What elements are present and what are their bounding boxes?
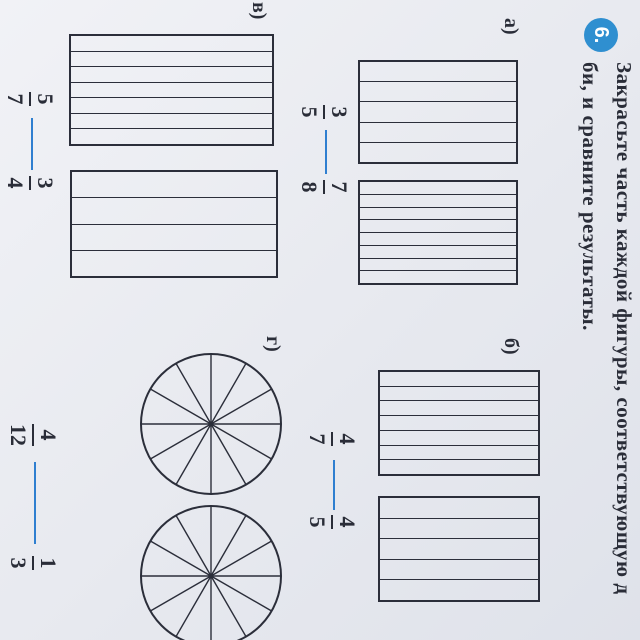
part-v-answer-blank[interactable]: [31, 118, 33, 170]
exercise-number-badge: [584, 18, 618, 52]
part-v-fraction-left: [4, 92, 56, 106]
part-b-fraction-left: [306, 432, 358, 446]
rectangle-part[interactable]: [360, 123, 516, 143]
sector-divider: [176, 424, 211, 485]
part-v-fraction-right: [4, 176, 56, 190]
fraction-bar: [323, 105, 325, 119]
sector-divider: [211, 541, 272, 576]
rectangle-part[interactable]: [360, 195, 516, 208]
rectangle-part[interactable]: [360, 259, 516, 272]
part-b-rectangle-1[interactable]: [378, 370, 540, 476]
rectangle-part[interactable]: [360, 182, 516, 195]
part-v-rectangle-1[interactable]: [69, 34, 274, 146]
part-a-right-denominator: 8: [297, 181, 322, 193]
part-a-right-numerator: 7: [327, 181, 352, 193]
rectangle-part[interactable]: [380, 431, 538, 446]
rectangle-part[interactable]: [380, 539, 538, 560]
part-a-fraction-left: [298, 105, 350, 119]
part-b-fraction-right: [306, 515, 358, 529]
rectangle-part[interactable]: [380, 401, 538, 416]
fraction-bar: [331, 515, 333, 529]
instruction-line-2: би, и сравните результаты.: [578, 62, 602, 331]
rectangle-part[interactable]: [360, 143, 516, 162]
part-b-left-numerator: 4: [335, 433, 360, 445]
part-b-rectangle-2[interactable]: [378, 496, 540, 602]
part-v-label: в): [248, 2, 270, 20]
rectangle-part[interactable]: [380, 560, 538, 581]
exercise-number: 6.: [590, 26, 613, 44]
part-b-label: б): [500, 338, 522, 355]
rectangle-part[interactable]: [380, 498, 538, 519]
rectangle-part[interactable]: [360, 102, 516, 122]
part-a-rectangle-1[interactable]: [358, 60, 518, 164]
sector-divider: [176, 363, 211, 424]
rectangle-part[interactable]: [360, 271, 516, 283]
rectangle-part[interactable]: [72, 198, 276, 224]
rectangle-part[interactable]: [71, 129, 272, 144]
rectangle-part[interactable]: [380, 372, 538, 387]
rectangle-part[interactable]: [72, 225, 276, 251]
part-v-rectangle-2[interactable]: [70, 170, 278, 278]
part-g-label: г): [262, 336, 284, 352]
instruction-line-1: Закрасьте часть каждой фигуры, соответствующую д: [612, 62, 636, 595]
part-a-label: а): [500, 18, 522, 35]
part-b-answer-blank[interactable]: [333, 460, 335, 510]
part-g-fraction-right: [7, 556, 59, 570]
part-g-circle-2[interactable]: [137, 502, 285, 640]
part-v-right-denominator: 4: [3, 177, 28, 189]
rectangle-part[interactable]: [360, 246, 516, 259]
sector-divider: [176, 515, 211, 576]
part-g-left-numerator: 4: [36, 429, 61, 441]
part-g-circle-1[interactable]: [137, 350, 285, 498]
rectangle-part[interactable]: [71, 52, 272, 68]
rectangle-part[interactable]: [360, 233, 516, 246]
fraction-bar: [29, 176, 31, 190]
sector-divider: [211, 424, 272, 459]
sector-divider: [150, 389, 211, 424]
fraction-bar: [331, 432, 333, 446]
circle-center: [209, 422, 214, 427]
rectangle-part[interactable]: [360, 220, 516, 233]
part-a-rectangle-2[interactable]: [358, 180, 518, 285]
part-a-answer-blank[interactable]: [325, 130, 327, 174]
part-g-left-denominator: 12: [6, 424, 31, 446]
rectangle-part[interactable]: [72, 251, 276, 276]
part-a-left-denominator: 5: [297, 106, 322, 118]
sector-divider: [176, 576, 211, 637]
part-v-right-numerator: 3: [33, 177, 58, 189]
sector-divider: [211, 389, 272, 424]
rectangle-part[interactable]: [360, 82, 516, 102]
rectangle-part[interactable]: [71, 67, 272, 83]
sector-divider: [150, 541, 211, 576]
sector-divider: [211, 363, 246, 424]
fraction-bar: [323, 180, 325, 194]
part-b-right-numerator: 4: [335, 516, 360, 528]
rectangle-part[interactable]: [380, 416, 538, 431]
rectangle-part[interactable]: [380, 460, 538, 474]
sector-divider: [211, 424, 246, 485]
rectangle-part[interactable]: [71, 98, 272, 114]
rectangle-part[interactable]: [72, 172, 276, 198]
rectangle-part[interactable]: [380, 387, 538, 402]
rectangle-part[interactable]: [71, 114, 272, 130]
sector-divider: [211, 576, 246, 637]
rectangle-part[interactable]: [380, 519, 538, 540]
sector-divider: [211, 576, 272, 611]
sector-divider: [150, 576, 211, 611]
part-b-left-denominator: 7: [305, 433, 330, 445]
rectangle-part[interactable]: [360, 208, 516, 221]
rectangle-part[interactable]: [71, 83, 272, 99]
part-g-answer-blank[interactable]: [34, 462, 36, 544]
fraction-bar: [32, 424, 34, 446]
fraction-bar: [29, 92, 31, 106]
rectangle-part[interactable]: [380, 580, 538, 600]
sector-divider: [150, 424, 211, 459]
rectangle-part[interactable]: [380, 446, 538, 461]
part-v-left-denominator: 7: [3, 93, 28, 105]
rectangle-part[interactable]: [360, 62, 516, 82]
rectangle-part[interactable]: [71, 36, 272, 52]
fraction-bar: [32, 556, 34, 570]
sector-divider: [211, 515, 246, 576]
circle-center: [209, 574, 214, 579]
part-g-fraction-left: [7, 424, 59, 446]
part-v-left-numerator: 5: [33, 93, 58, 105]
part-g-right-numerator: 1: [36, 557, 61, 569]
part-a-fraction-right: [298, 180, 350, 194]
part-a-left-numerator: 3: [327, 106, 352, 118]
part-b-right-denominator: 5: [305, 516, 330, 528]
part-g-right-denominator: 3: [6, 557, 31, 569]
